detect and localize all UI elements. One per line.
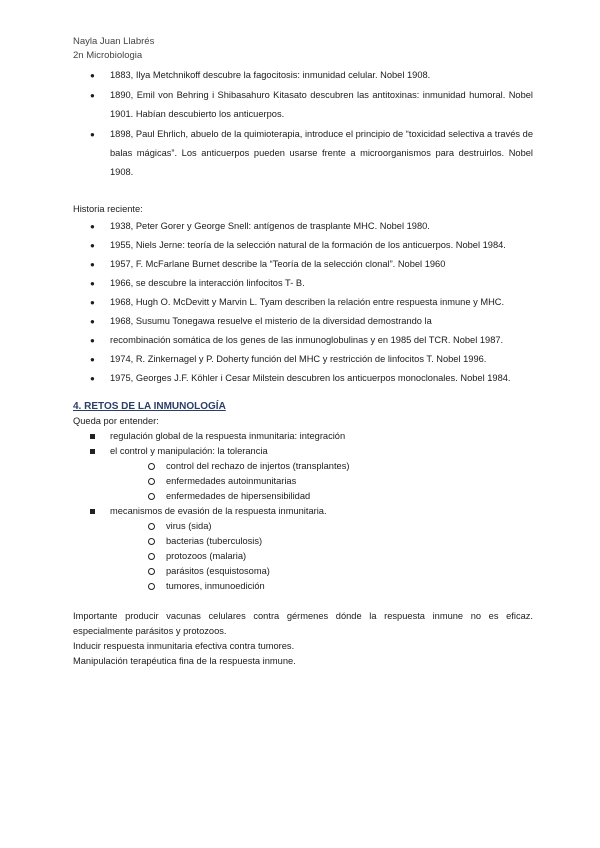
list-item: ● 1955, Niels Jerne: teoría de la selección natural de la formación de los anticuerpos. Nobel 1984.	[73, 236, 533, 255]
list-item: ● 1968, Hugh O. McDevitt y Marvin L. Tyam describen la relación entre respuesta inmune y MHC.	[73, 293, 533, 312]
bullet-icon: ●	[90, 355, 95, 364]
bullet-icon: ●	[90, 71, 95, 80]
circle-bullet-icon	[148, 553, 155, 560]
list-item: ● 1975, Georges J.F. Köhler i Cesar Milstein descubren los anticuerpos monoclonales. Nobel 1984.	[73, 369, 533, 388]
circle-bullet-icon	[148, 523, 155, 530]
course-name: 2n Microbiologia	[73, 50, 143, 61]
sublist-item: protozoos (malaria)	[130, 549, 533, 564]
evasion-sublist	[130, 519, 533, 594]
bullet-icon: ●	[90, 241, 95, 250]
bullet-icon: ●	[90, 91, 95, 100]
circle-bullet-icon	[148, 538, 155, 545]
sublist-item: enfermedades autoinmunitarias	[130, 474, 533, 489]
recent-history-label: Historia reciente:	[73, 204, 143, 214]
early-history-list	[73, 66, 533, 182]
square-bullet-icon	[90, 434, 95, 439]
bullet-icon: ●	[90, 374, 95, 383]
bullet-icon: ●	[90, 279, 95, 288]
page-header	[73, 35, 154, 63]
list-item: ● 1957, F. McFarlane Burnet describe la “Teoría de la selección clonal”. Nobel 1960	[73, 255, 533, 274]
circle-bullet-icon	[148, 478, 155, 485]
sublist-item: tumores, inmunoedición	[130, 579, 533, 594]
bullet-icon: ●	[90, 260, 95, 269]
list-item: ● 1968, Susumu Tonegawa resuelve el misterio de la diversidad demostrando la	[73, 312, 533, 331]
sublist-item: enfermedades de hipersensibilidad	[130, 489, 533, 504]
sublist-item: bacterias (tuberculosis)	[130, 534, 533, 549]
circle-bullet-icon	[148, 583, 155, 590]
closing-notes	[73, 609, 533, 669]
bullet-icon: ●	[90, 222, 95, 231]
list-item: ● 1938, Peter Gorer y George Snell: antígenos de trasplante MHC. Nobel 1980.	[73, 217, 533, 236]
sublist-item: virus (sida)	[130, 519, 533, 534]
closing-paragraph: Importante producir vacunas celulares contra gérmenes dónde la respuesta inmune no es eficaz. especialmente parásitos y protozoos.	[73, 611, 533, 636]
square-bullet-icon	[90, 509, 95, 514]
sublist-item: control del rechazo de injertos (transplantes)	[130, 459, 533, 474]
circle-bullet-icon	[148, 568, 155, 575]
closing-paragraph: Inducir respuesta inmunitaria efectiva contra tumores.	[73, 641, 295, 651]
tolerance-sublist	[130, 459, 533, 504]
bullet-icon: ●	[90, 336, 95, 345]
list-item: ● 1883, Ilya Metchnikoff descubre la fagocitosis: inmunidad celular. Nobel 1908.	[73, 66, 533, 85]
list-item: ● 1898, Paul Ehrlich, abuelo de la quimioterapia, introduce el principio de “toxicidad selectiva a través de balas mágicas”. Los anticuerpos pueden usarse frente a microorganismos para destruirlos. Nobel 1908.	[73, 125, 533, 182]
square-bullet-icon	[90, 449, 95, 454]
section-title: 4. RETOS DE LA INMUNOLOGÍA	[73, 401, 226, 412]
bullet-icon: ●	[90, 317, 95, 326]
list-item: ● 1966, se descubre la interacción linfocitos T- B.	[73, 274, 533, 293]
list-item: ● 1974, R. Zinkernagel y P. Doherty función del MHC y restricción de linfocitos T. Nobel 1996.	[73, 350, 533, 369]
list-item: el control y manipulación: la tolerancia control del rechazo de injertos (transplantes) enfermedades autoinmunitarias enfermedades de hipersensibilidad	[73, 444, 533, 504]
document-body	[73, 66, 533, 669]
list-item: ● recombinación somática de los genes de las inmunoglobulinas y en 1985 del TCR. Nobel 1987.	[73, 331, 533, 350]
circle-bullet-icon	[148, 493, 155, 500]
author-name: Nayla Juan Llabrés	[73, 36, 155, 47]
list-item: ● 1890, Emil von Behring i Shibasahuro Kitasato descubren las antitoxinas: inmunidad humoral. Nobel 1901. Habían descubierto los anticuerpos.	[73, 86, 533, 124]
list-item: mecanismos de evasión de la respuesta inmunitaria. virus (sida) bacterias (tuberculosis) protozoos (malaria) parásitos (esquistosoma) tumores, inmunoedición	[73, 504, 533, 594]
list-item: regulación global de la respuesta inmunitaria: integración	[73, 429, 533, 444]
section-intro: Queda por entender:	[73, 416, 159, 426]
circle-bullet-icon	[148, 463, 155, 470]
challenges-list	[73, 429, 533, 594]
bullet-icon: ●	[90, 298, 95, 307]
recent-history-list	[73, 217, 533, 388]
closing-paragraph: Manipulación terapéutica fina de la respuesta inmune.	[73, 656, 296, 666]
bullet-icon: ●	[90, 130, 95, 139]
sublist-item: parásitos (esquistosoma)	[130, 564, 533, 579]
